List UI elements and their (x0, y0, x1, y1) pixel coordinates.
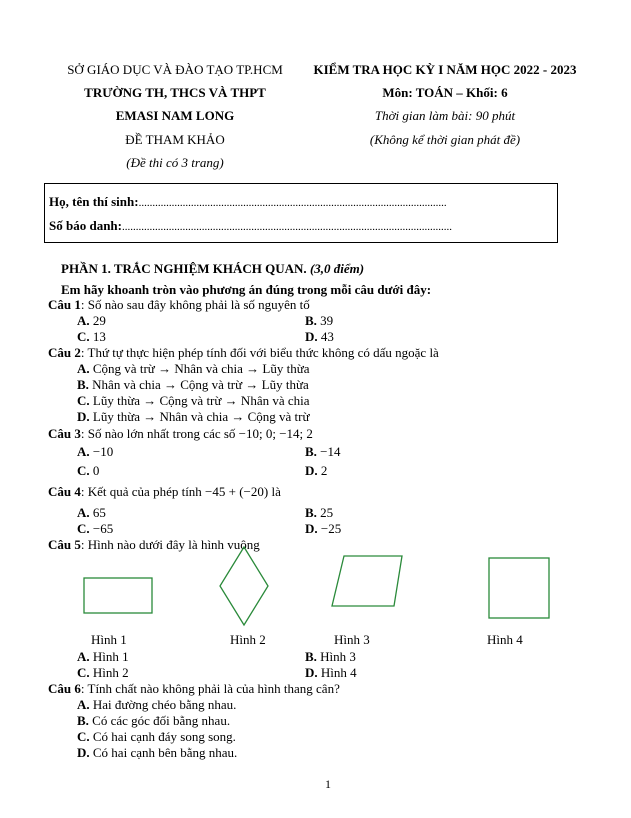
question-5-label: Câu 5 (48, 537, 81, 552)
q1-option-c[interactable]: C. 13 (77, 329, 106, 344)
q3-option-c[interactable]: C. 0 (77, 463, 100, 478)
page-number: 1 (325, 777, 331, 791)
q4-option-d[interactable]: D. −25 (305, 521, 342, 536)
question-1-text: : Số nào sau đây không phải là số nguyên tố (80, 297, 310, 312)
q3-option-d[interactable]: D. 2 (305, 463, 328, 478)
question-3-label: Câu 3 (48, 426, 81, 441)
q6-option-c[interactable]: C. Có hai cạnh đáy song song. (77, 729, 236, 744)
figure-4-square (489, 558, 549, 618)
question-6-text: : Tính chất nào không phải là của hình thang cân? (80, 681, 340, 696)
question-5-text: : Hình nào dưới đây là hình vuông (80, 537, 260, 552)
question-6 (48, 681, 340, 697)
q1-option-d[interactable]: D. 43 (305, 329, 334, 344)
question-2-text: : Thứ tự thực hiện phép tính đối với biểu thức không có dấu ngoặc là (80, 345, 439, 360)
q3-option-a[interactable]: A. −10 (77, 444, 114, 459)
question-2-label: Câu 2 (48, 345, 81, 360)
section-points: (3,0 điểm) (309, 261, 365, 276)
school-name-line2: EMASI NAM LONG (115, 108, 235, 123)
q4-option-a[interactable]: A. 65 (77, 505, 106, 520)
section-instruction: Em hãy khoanh tròn vào phương án đúng trong mỗi câu dưới đây: (61, 282, 432, 297)
reference-exam-label: ĐỀ THAM KHẢO (125, 132, 225, 147)
figure-1-label: Hình 1 (91, 632, 127, 647)
page-count-note: (Đề thi có 3 trang) (126, 155, 224, 170)
exam-duration: Thời gian làm bài: 90 phút (374, 108, 516, 123)
student-name-dots: ................................................................................................................ (138, 197, 447, 209)
school-name-line1: TRƯỜNG TH, THCS VÀ THPT (84, 85, 266, 100)
student-id-dots: ........................................................................................................................ (121, 221, 452, 233)
section-title: PHẦN 1. TRẮC NGHIỆM KHÁCH QUAN. (61, 261, 307, 276)
q2-option-c[interactable]: C. Lũy thừa → Cộng và trừ → Nhân và chia (77, 393, 310, 408)
department-name: SỞ GIÁO DỤC VÀ ĐÀO TẠO TP.HCM (67, 62, 283, 77)
q6-option-b[interactable]: B. Có các góc đối bằng nhau. (77, 713, 231, 728)
question-4-text: : Kết quả của phép tính −45 + (−20) là (80, 484, 281, 499)
q5-option-d[interactable]: D. Hình 4 (305, 665, 357, 680)
q5-option-a[interactable]: A. Hình 1 (77, 649, 129, 664)
q5-option-b[interactable]: B. Hình 3 (305, 649, 356, 664)
q4-option-b[interactable]: B. 25 (305, 505, 334, 520)
q5-option-c[interactable]: C. Hình 2 (77, 665, 129, 680)
question-3-text: : Số nào lớn nhất trong các số −10; 0; −14; 2 (80, 426, 313, 441)
subject-grade: Môn: TOÁN – Khối: 6 (382, 85, 508, 100)
q2-option-b[interactable]: B. Nhân và chia → Cộng và trừ → Lũy thừa (77, 377, 309, 392)
figure-2-label: Hình 2 (230, 632, 266, 647)
q2-option-a[interactable]: A. Cộng và trừ → Nhân và chia → Lũy thừa (77, 361, 310, 376)
figure-4-label: Hình 4 (487, 632, 523, 647)
figure-3-label: Hình 3 (334, 632, 370, 647)
figure-2-rhombus (220, 547, 268, 625)
q1-option-b[interactable]: B. 39 (305, 313, 334, 328)
duration-note: (Không kể thời gian phát đề) (369, 132, 521, 147)
q4-option-c[interactable]: C. −65 (77, 521, 114, 536)
exam-title: KIỂM TRA HỌC KỲ I NĂM HỌC 2022 - 2023 (313, 62, 577, 77)
q2-option-d[interactable]: D. Lũy thừa → Nhân và chia → Cộng và trừ (77, 409, 310, 424)
q1-option-a[interactable]: A. 29 (77, 313, 106, 328)
q6-option-a[interactable]: A. Hai đường chéo bằng nhau. (77, 697, 237, 712)
student-name-label: Họ, tên thí sinh: (49, 194, 139, 209)
question-1-label: Câu 1 (48, 297, 81, 312)
q3-option-b[interactable]: B. −14 (305, 444, 341, 459)
question-4-label: Câu 4 (48, 484, 81, 499)
student-id-label: Số báo danh: (49, 218, 122, 233)
question-6-label: Câu 6 (48, 681, 81, 696)
figure-1-rectangle (84, 578, 152, 613)
q6-option-d[interactable]: D. Có hai cạnh bên bằng nhau. (77, 745, 238, 760)
figure-3-parallelogram (332, 556, 402, 606)
